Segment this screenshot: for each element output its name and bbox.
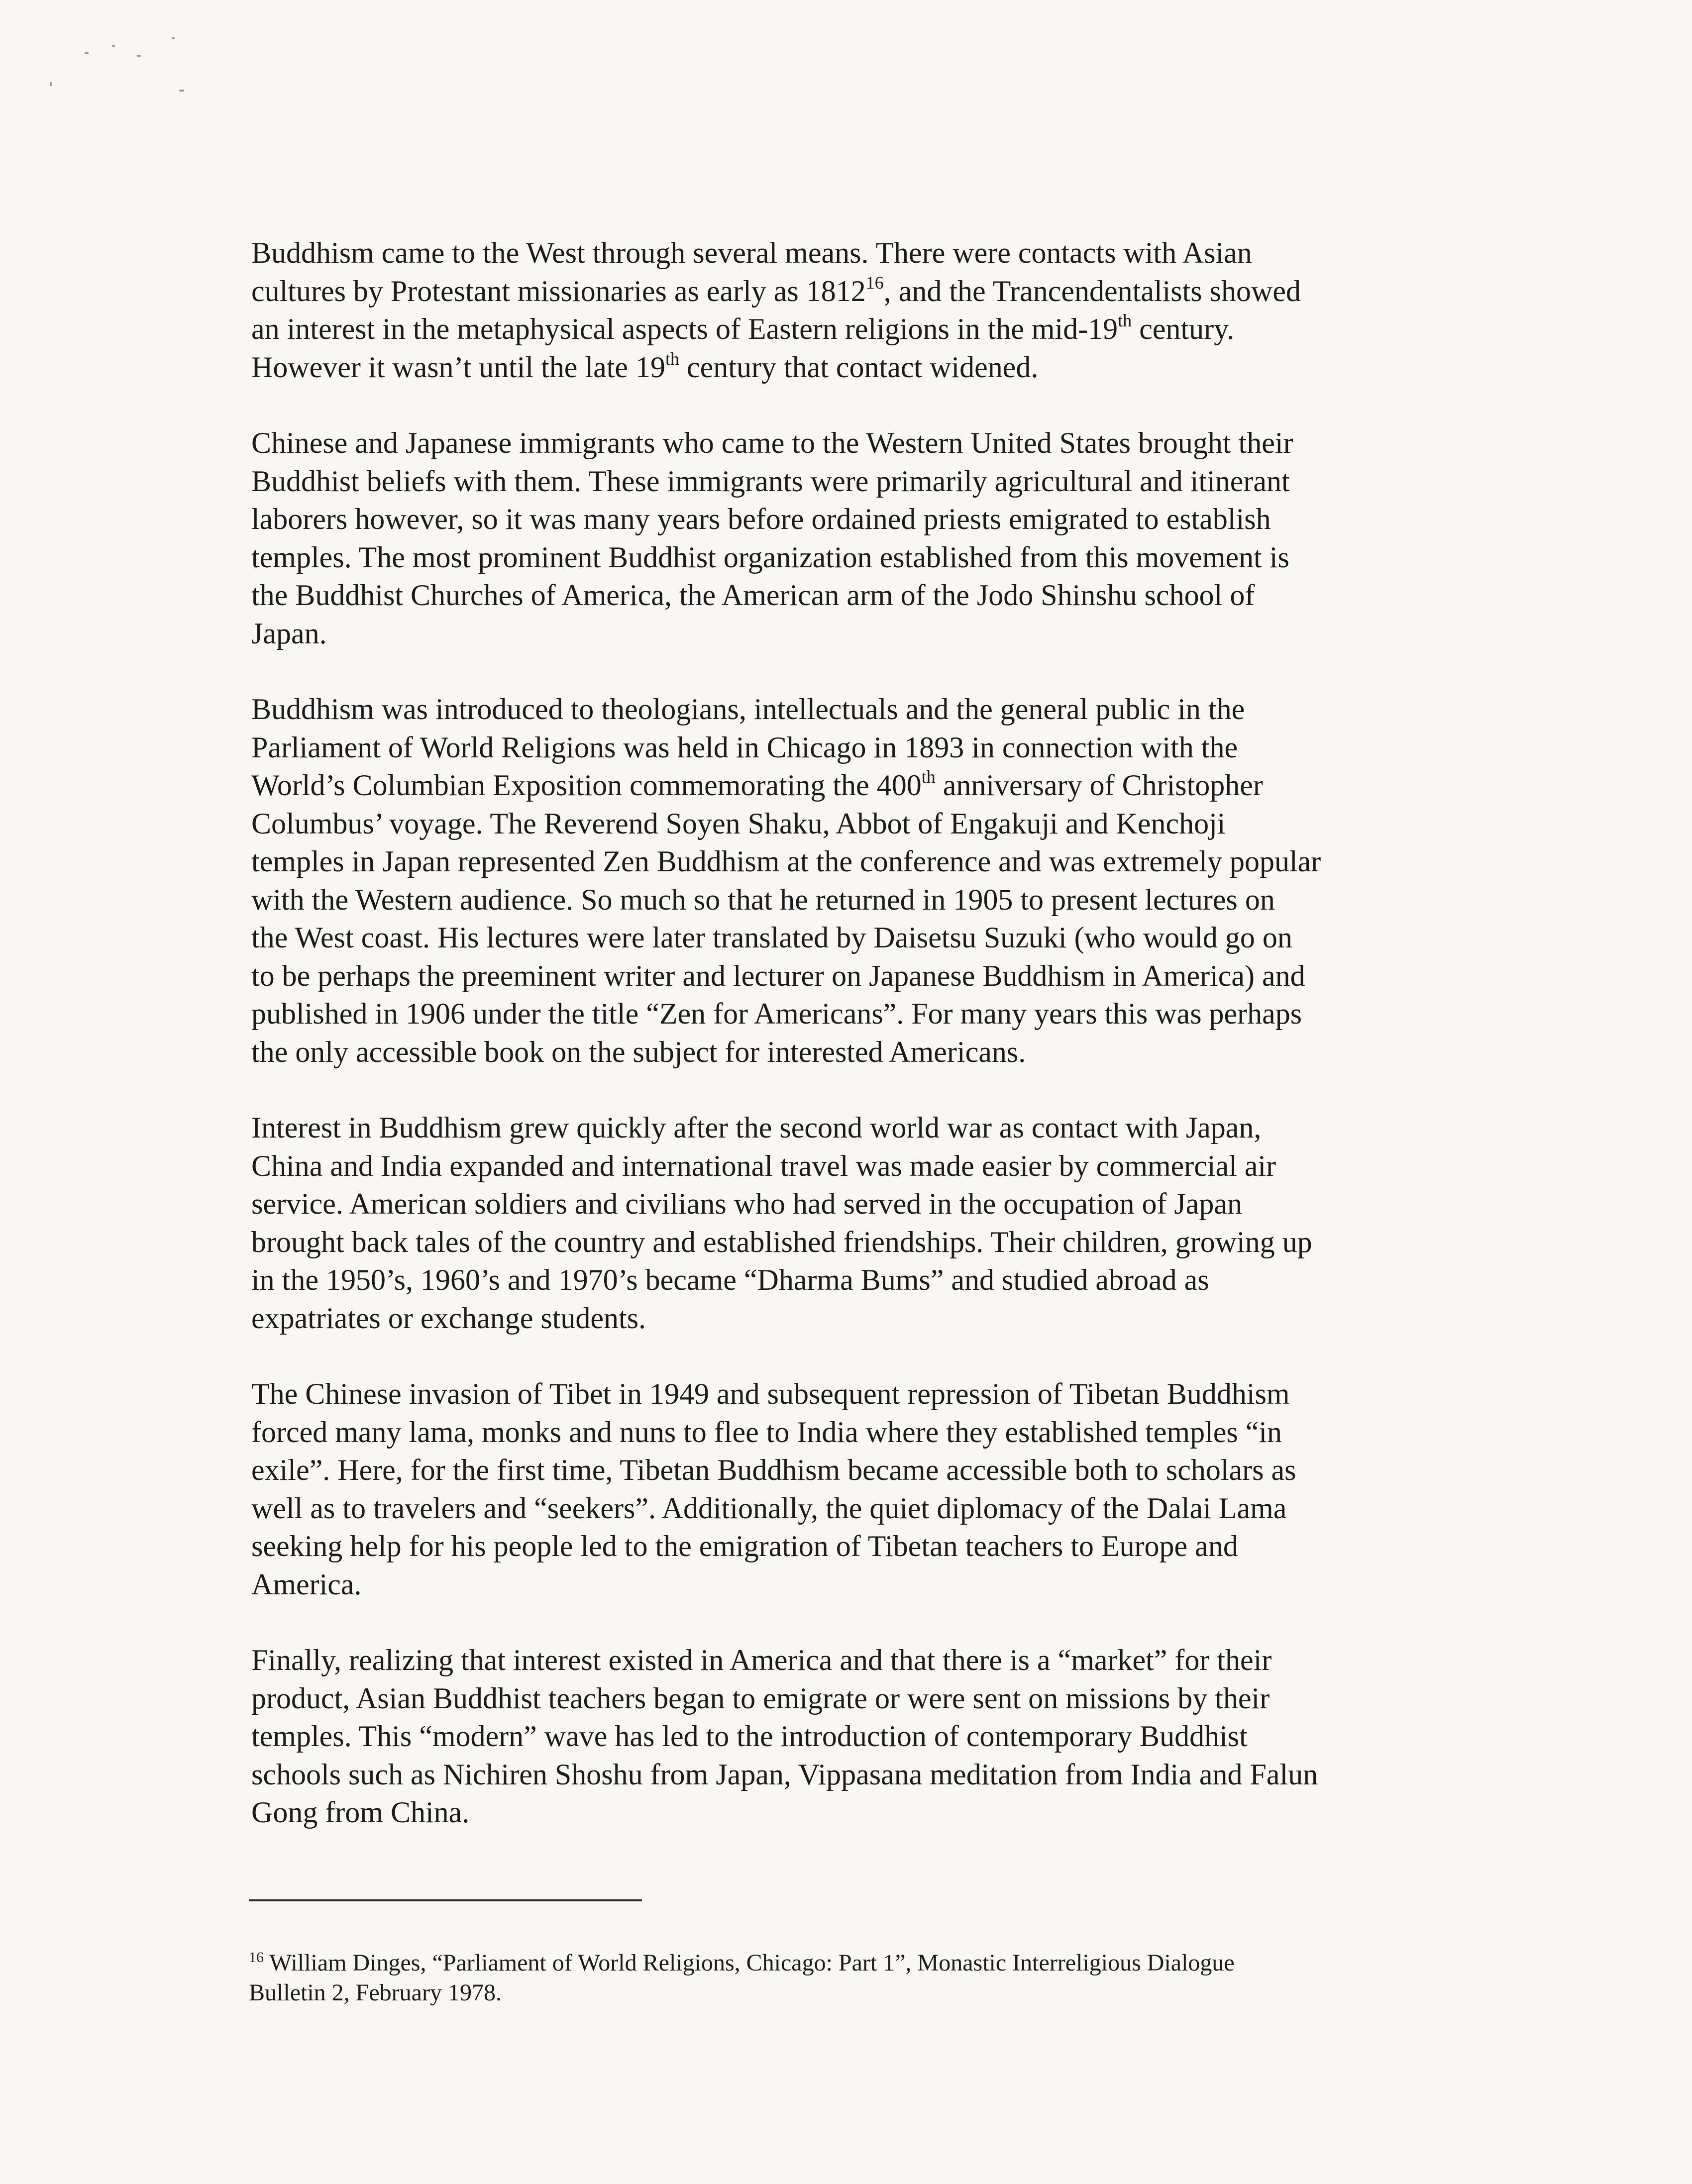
scan-speck (179, 90, 184, 92)
superscript: th (921, 767, 936, 787)
paragraph-text: century that contact widened. (679, 350, 1039, 384)
body-paragraph (251, 424, 1446, 652)
superscript: 16 (865, 272, 884, 293)
body-paragraph (251, 1109, 1446, 1337)
scan-speck (172, 37, 175, 39)
scan-speck (50, 82, 52, 86)
paragraph-text: , and the Trancendentalists showed an interest in the metaphysical aspects of Eastern religions in the mid-19 (251, 274, 1301, 345)
footnote-marker: 16 (249, 1949, 264, 1966)
paragraph-text: century. However it wasn’t until the late 19 (251, 312, 1235, 384)
paragraph-text: anniversary of Christopher Columbus’ voyage. The Reverend Soyen Shaku, Abbot of Engakuji and Kenchoji temples in Japan represented Zen Buddhism at the conference and was extremely popular with the Western audience. So much so that he returned in 1905 to present lectures on the West coast. His lectures were later translated by Daisetsu Suzuki (who would go on to be perhaps the preeminent writer and lecturer on Japanese Buddhism in America) and published in 1906 under the title “Zen for Americans”. For many years this was perhaps the only accessible book on the subject for interested Americans. (251, 769, 1321, 1068)
footnote-separator (249, 1899, 642, 1901)
paragraph-text: Finally, realizing that interest existed in America and that there is a “market” for their product, Asian Buddhist teachers began to emigrate or were sent on missions by their temples. This “modern” wave has led to the introduction of contemporary Buddhist schools such as Nichiren Shoshu from Japan, Vippasana meditation from India and Falun Gong from China. (251, 1644, 1318, 1829)
paragraph-text: Chinese and Japanese immigrants who came to the Western United States brought their Buddhist beliefs with them. These immigrants were primarily agricultural and itinerant laborers however, so it was many years before ordained priests emigrated to establish temples. The most prominent Buddhist organization established from this movement is the Buddhist Churches of America, the American arm of the Jodo Shinshu school of Japan. (251, 426, 1293, 650)
scan-speck (137, 55, 141, 57)
paragraph-text: Buddhism was introduced to theologians, intellectuals and the general public in the Parliament of World Religions was held in Chicago in 1893 in connection with the World’s Columbian Exposition commemorating the 400 (251, 693, 1245, 802)
body-paragraph (251, 690, 1446, 1071)
footnote (249, 1918, 1443, 2008)
body-paragraph (251, 1641, 1446, 1832)
body-paragraph (251, 234, 1446, 386)
superscript: th (665, 348, 680, 369)
scan-speck (85, 52, 89, 54)
footnote-text: William Dinges, “Parliament of World Religions, Chicago: Part 1”, Monastic Interreligious Dialogue Bulletin 2, February 1978. (249, 1950, 1235, 2006)
superscript: th (1118, 311, 1132, 330)
paragraph-text: Interest in Buddhism grew quickly after the second world war as contact with Japan, China and India expanded and international travel was made easier by commercial air service. American soldiers and civilians who had served in the occupation of Japan brought back tales of the country and established friendships. Their children, growing up in the 1950’s, 1960’s and 1970’s became “Dharma Bums” and studied abroad as expatriates or exchange students. (251, 1111, 1312, 1335)
paragraph-text: The Chinese invasion of Tibet in 1949 and subsequent repression of Tibetan Buddhism forced many lama, monks and nuns to flee to India where they established temples “in exile”. Here, for the first time, Tibetan Buddhism became accessible both to scholars as well as to travelers and “seekers”. Additionally, the quiet diplomacy of the Dalai Lama seeking help for his people led to the emigration of Tibetan teachers to Europe and America. (251, 1377, 1296, 1601)
scan-speck (112, 45, 115, 47)
paragraph-text: Buddhism came to the West through several means. There were contacts with Asian cultures by Protestant missionaries as early as 1812 (251, 236, 1252, 308)
document-body (251, 234, 1446, 1870)
body-paragraph (251, 1375, 1446, 1603)
